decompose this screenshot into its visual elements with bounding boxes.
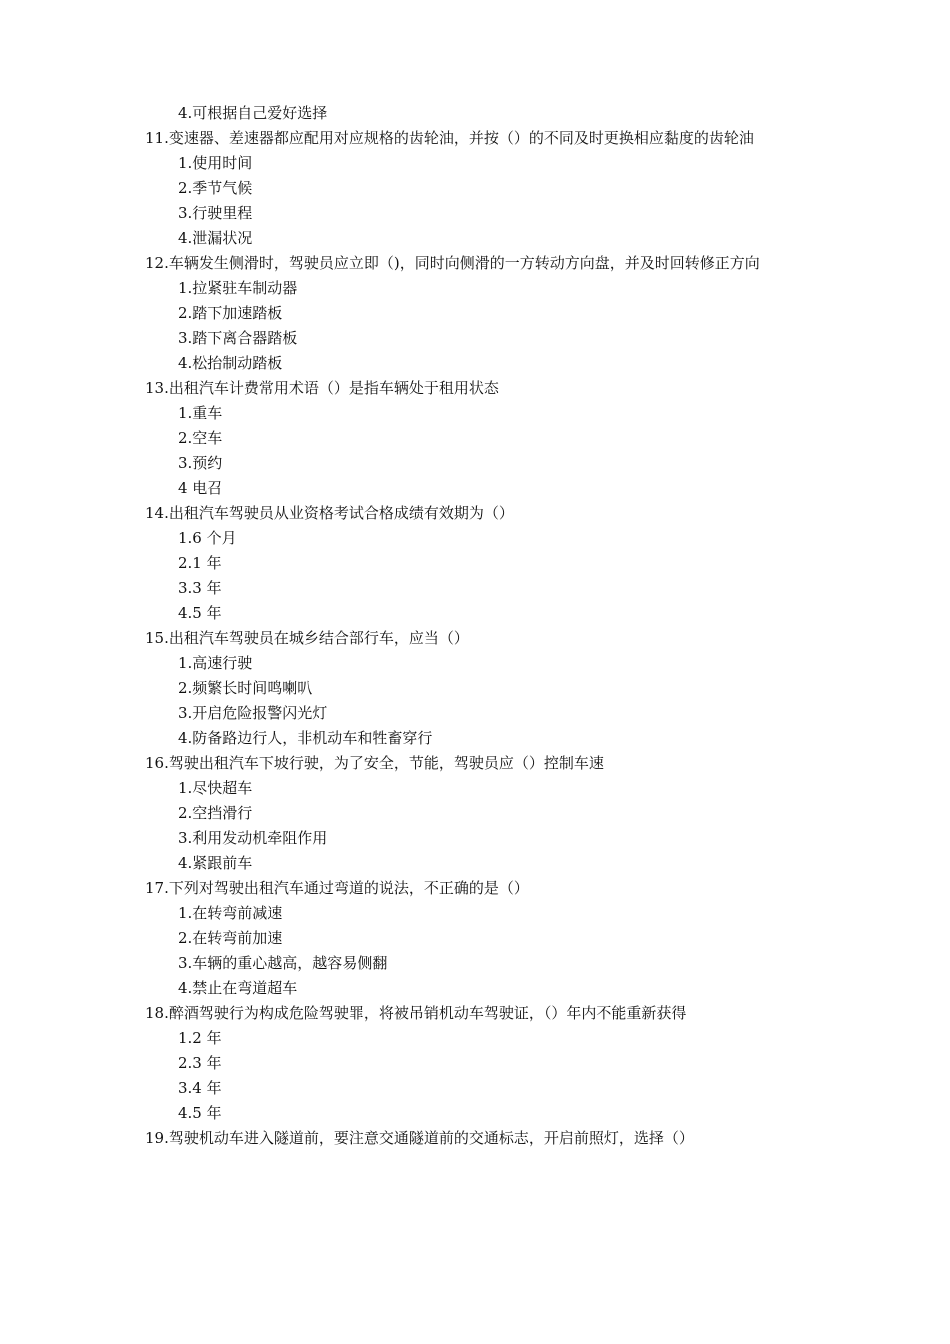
answer-option: 3.车辆的重心越高，越容易侧翻	[178, 954, 388, 972]
question-text: 13.出租汽车计费常用术语（）是指车辆处于租用状态	[145, 379, 499, 397]
question-block	[145, 376, 810, 501]
answer-option: 2.在转弯前加速	[178, 929, 283, 947]
question-block	[145, 1126, 810, 1151]
question-block	[145, 876, 810, 1001]
answer-option: 4.松抬制动踏板	[178, 354, 283, 372]
answer-option: 4 电召	[178, 479, 223, 497]
answer-option: 2.空车	[178, 429, 223, 447]
answer-option: 3.踏下离合器踏板	[178, 329, 298, 347]
answer-option: 1.拉紧驻车制动器	[178, 279, 298, 297]
question-block	[145, 626, 810, 751]
answer-option: 2.季节气候	[178, 179, 253, 197]
question-block	[145, 101, 810, 126]
answer-option: 3.预约	[178, 454, 223, 472]
answer-option: 2.空挡滑行	[178, 804, 253, 822]
answer-option: 3.利用发动机牵阻作用	[178, 829, 328, 847]
answer-option: 1.2 年	[178, 1029, 222, 1047]
answer-option: 4.紧跟前车	[178, 854, 253, 872]
question-block	[145, 501, 810, 626]
question-text: 14.出租汽车驾驶员从业资格考试合格成绩有效期为（）	[145, 504, 514, 522]
question-block	[145, 251, 810, 376]
answer-option: 4.防备路边行人，非机动车和牲畜穿行	[178, 729, 433, 747]
question-text: 11.变速器、差速器都应配用对应规格的齿轮油，并按（）的不同及时更换相应黏度的齿轮油	[145, 129, 754, 147]
answer-option: 1.尽快超车	[178, 779, 253, 797]
question-text: 19.驾驶机动车进入隧道前，要注意交通隧道前的交通标志，开启前照灯，选择（）	[145, 1129, 694, 1147]
question-list	[145, 101, 810, 1151]
answer-option: 1.6 个月	[178, 529, 237, 547]
answer-option: 3.4 年	[178, 1079, 222, 1097]
answer-option: 4.5 年	[178, 1104, 222, 1122]
answer-option: 3.行驶里程	[178, 204, 253, 222]
answer-option: 2.踏下加速踏板	[178, 304, 283, 322]
answer-option: 4.禁止在弯道超车	[178, 979, 298, 997]
answer-option: 4.5 年	[178, 604, 222, 622]
answer-option: 1.在转弯前减速	[178, 904, 283, 922]
question-text: 17.下列对驾驶出租汽车通过弯道的说法，不正确的是（）	[145, 879, 529, 897]
answer-option: 1.高速行驶	[178, 654, 253, 672]
question-block	[145, 751, 810, 876]
answer-option: 4.泄漏状况	[178, 229, 253, 247]
question-text: 15.出租汽车驾驶员在城乡结合部行车，应当（）	[145, 629, 469, 647]
answer-option: 3.开启危险报警闪光灯	[178, 704, 328, 722]
question-text: 12.车辆发生侧滑时，驾驶员应立即（)，同时向侧滑的一方转动方向盘，并及时回转修正方向	[145, 254, 760, 272]
question-block	[145, 1001, 810, 1126]
answer-option: 3.3 年	[178, 579, 222, 597]
answer-option: 2.3 年	[178, 1054, 222, 1072]
question-text: 18.醉酒驾驶行为构成危险驾驶罪，将被吊销机动车驾驶证，（）年内不能重新获得	[145, 1004, 687, 1022]
answer-option: 1.重车	[178, 404, 223, 422]
question-text: 16.驾驶出租汽车下坡行驶，为了安全，节能，驾驶员应（）控制车速	[145, 754, 604, 772]
answer-option: 2.频繁长时间鸣喇叭	[178, 679, 313, 697]
answer-option: 1.使用时间	[178, 154, 253, 172]
answer-option: 4.可根据自己爱好选择	[178, 104, 328, 122]
answer-option: 2.1 年	[178, 554, 222, 572]
question-block	[145, 126, 810, 251]
